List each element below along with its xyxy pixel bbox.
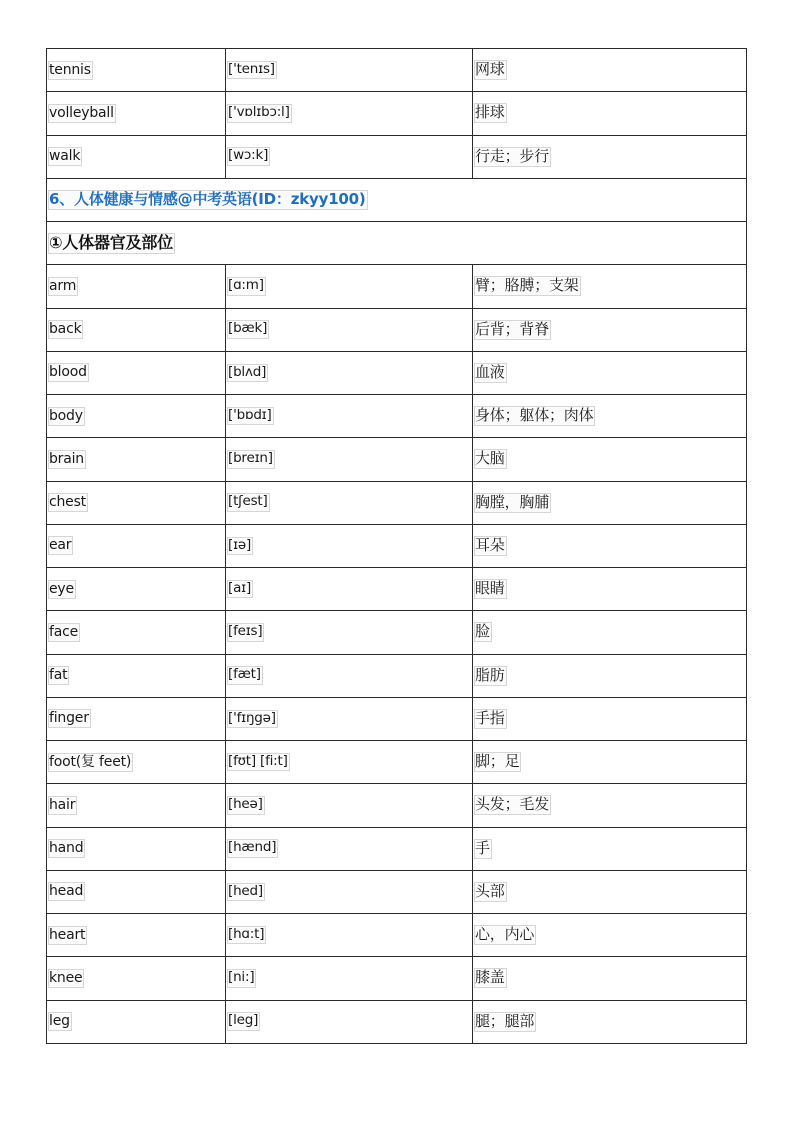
meaning-text: 腿；腿部 [475, 1011, 535, 1030]
meaning-cell [473, 697, 747, 740]
ipa-cell [226, 395, 473, 438]
meaning-text: 眼睛 [475, 579, 505, 598]
meaning-text: 行走；步行 [475, 146, 550, 165]
word-cell [47, 957, 226, 1000]
word-text: back [49, 321, 82, 338]
ipa-cell [226, 438, 473, 481]
ipa-text: [ɑ:m] [227, 277, 266, 296]
meaning-cell [473, 351, 747, 394]
word-text: hand [49, 840, 84, 857]
table-row [47, 654, 747, 697]
word-text: brain [49, 450, 84, 467]
word-cell [47, 49, 226, 92]
word-text: body [49, 407, 83, 424]
word-text: walk [49, 148, 81, 165]
ipa-cell [226, 1000, 473, 1043]
word-cell [47, 741, 226, 784]
meaning-text: 耳朵 [475, 535, 505, 554]
word-cell [47, 395, 226, 438]
word-text: hair [49, 796, 76, 813]
subsection-heading-row [47, 222, 747, 265]
meaning-cell [473, 481, 747, 524]
meaning-cell [473, 957, 747, 1000]
table-row [47, 135, 747, 178]
meaning-text: 胸膛，胸脯 [475, 492, 550, 511]
word-cell [47, 481, 226, 524]
meaning-cell [473, 49, 747, 92]
table-row [47, 92, 747, 135]
table-row [47, 265, 747, 308]
ipa-text: [aɪ] [227, 580, 253, 599]
ipa-text: [feɪs] [227, 623, 264, 642]
ipa-text: [hed] [227, 883, 265, 902]
word-cell [47, 524, 226, 567]
word-text: chest [49, 494, 86, 511]
ipa-cell [226, 481, 473, 524]
word-cell [47, 611, 226, 654]
table-row [47, 827, 747, 870]
meaning-text: 身体；躯体；肉体 [475, 406, 594, 425]
word-text: tennis [49, 61, 91, 78]
meaning-text: 头发；毛发 [475, 795, 550, 814]
ipa-cell [226, 697, 473, 740]
table-row [47, 524, 747, 567]
word-text: blood [49, 364, 87, 381]
table-row [47, 1000, 747, 1043]
subsection-heading: ①人体器官及部位 [49, 232, 173, 252]
table-row [47, 438, 747, 481]
word-text: knee [49, 969, 83, 986]
ipa-cell [226, 265, 473, 308]
ipa-text: ['fɪŋgə] [227, 710, 278, 729]
section-heading: 6、人体健康与情感@中考英语(ID：zkyy100) [49, 189, 366, 208]
word-cell [47, 870, 226, 913]
word-cell [47, 827, 226, 870]
vocabulary-table [46, 48, 747, 1044]
ipa-text: [heə] [227, 796, 265, 815]
word-cell [47, 438, 226, 481]
meaning-cell [473, 654, 747, 697]
ipa-cell [226, 870, 473, 913]
ipa-text: [breɪn] [227, 450, 275, 469]
ipa-cell [226, 524, 473, 567]
ipa-text: [bæk] [227, 320, 269, 339]
ipa-text: [hænd] [227, 839, 278, 858]
ipa-text: [ni:] [227, 969, 256, 988]
table-row [47, 697, 747, 740]
meaning-text: 网球 [475, 60, 505, 79]
word-text: arm [49, 277, 77, 294]
meaning-cell [473, 438, 747, 481]
ipa-text: [fæt] [227, 666, 263, 685]
table-row [47, 395, 747, 438]
meaning-cell [473, 870, 747, 913]
meaning-cell [473, 92, 747, 135]
table-row [47, 308, 747, 351]
word-text: volleyball [49, 104, 114, 121]
section-heading-cell [47, 178, 747, 221]
ipa-cell [226, 611, 473, 654]
meaning-text: 头部 [475, 881, 505, 900]
ipa-text: [blʌd] [227, 364, 268, 383]
meaning-text: 脂肪 [475, 665, 505, 684]
meaning-cell [473, 611, 747, 654]
table-row [47, 914, 747, 957]
meaning-text: 膝盖 [475, 968, 505, 987]
ipa-cell [226, 741, 473, 784]
word-text: head [49, 883, 84, 900]
ipa-text: [leg] [227, 1012, 260, 1031]
ipa-text: [hɑ:t] [227, 926, 266, 945]
table-row [47, 870, 747, 913]
word-cell [47, 92, 226, 135]
meaning-text: 脚；足 [475, 752, 520, 771]
ipa-text: [tʃest] [227, 493, 270, 512]
ipa-cell [226, 957, 473, 1000]
ipa-text: [fʊt] [fi:t] [227, 753, 290, 772]
word-cell [47, 351, 226, 394]
ipa-cell [226, 827, 473, 870]
table-row [47, 611, 747, 654]
word-text: ear [49, 537, 72, 554]
meaning-cell [473, 308, 747, 351]
meaning-text: 大脑 [475, 449, 505, 468]
meaning-cell [473, 1000, 747, 1043]
ipa-cell [226, 914, 473, 957]
meaning-cell [473, 827, 747, 870]
meaning-cell [473, 568, 747, 611]
ipa-cell [226, 568, 473, 611]
meaning-text: 心，内心 [475, 925, 535, 944]
meaning-text: 手指 [475, 708, 505, 727]
ipa-text: [ɪə] [227, 537, 253, 556]
word-cell [47, 265, 226, 308]
word-text: foot(复 feet) [49, 753, 132, 770]
table-row [47, 49, 747, 92]
word-text: leg [49, 1013, 70, 1030]
word-text: finger [49, 710, 89, 727]
word-cell [47, 308, 226, 351]
meaning-cell [473, 914, 747, 957]
word-text: eye [49, 580, 74, 597]
meaning-text: 手 [475, 838, 490, 857]
ipa-cell [226, 351, 473, 394]
word-cell [47, 784, 226, 827]
ipa-text: ['tenɪs] [227, 61, 277, 80]
ipa-text: ['vɒlɪbɔ:l] [227, 104, 292, 123]
table-row [47, 481, 747, 524]
table-row [47, 351, 747, 394]
ipa-cell [226, 92, 473, 135]
table-row [47, 957, 747, 1000]
word-cell [47, 568, 226, 611]
table-row [47, 784, 747, 827]
meaning-text: 排球 [475, 103, 505, 122]
ipa-cell [226, 49, 473, 92]
meaning-text: 血液 [475, 362, 505, 381]
word-text: fat [49, 667, 68, 684]
ipa-cell [226, 784, 473, 827]
ipa-text: [wɔ:k] [227, 147, 270, 166]
meaning-cell [473, 524, 747, 567]
ipa-cell [226, 654, 473, 697]
word-text: heart [49, 926, 86, 943]
meaning-cell [473, 741, 747, 784]
table-row [47, 568, 747, 611]
ipa-cell [226, 308, 473, 351]
ipa-cell [226, 135, 473, 178]
word-cell [47, 654, 226, 697]
meaning-cell [473, 135, 747, 178]
meaning-text: 后背；背脊 [475, 319, 550, 338]
meaning-text: 脸 [475, 622, 490, 641]
word-cell [47, 914, 226, 957]
word-cell [47, 135, 226, 178]
word-cell [47, 1000, 226, 1043]
table-row [47, 741, 747, 784]
section-heading-row [47, 178, 747, 221]
meaning-text: 臂；胳膊；支架 [475, 276, 579, 295]
ipa-text: ['bɒdɪ] [227, 407, 274, 426]
word-text: face [49, 623, 79, 640]
meaning-cell [473, 784, 747, 827]
subsection-heading-cell [47, 222, 747, 265]
word-cell [47, 697, 226, 740]
meaning-cell [473, 395, 747, 438]
meaning-cell [473, 265, 747, 308]
